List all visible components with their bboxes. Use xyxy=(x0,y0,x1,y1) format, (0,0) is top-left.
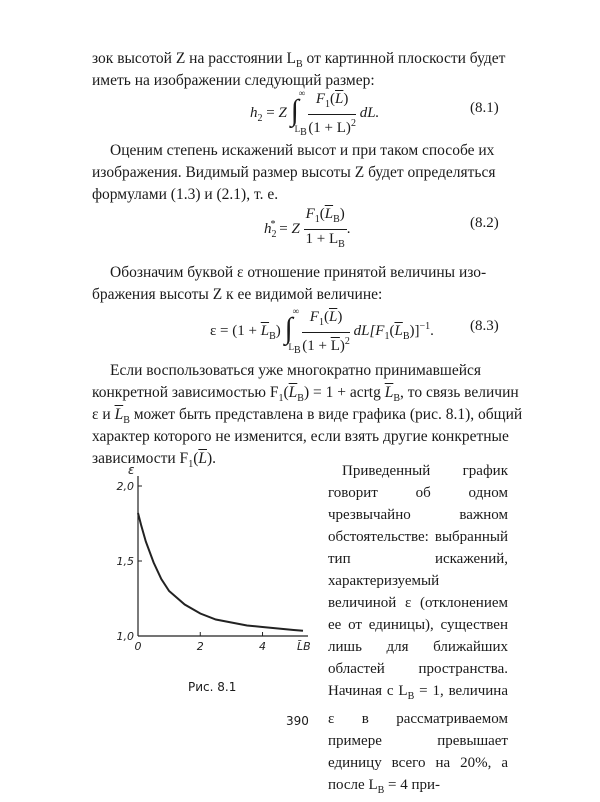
p1-text: зок высотой Z на расстоянии L xyxy=(92,50,296,67)
x-tick-label: 4 xyxy=(259,640,267,653)
paragraph-3-line-1: Обозначим буквой ε отношение принятой величины изо- xyxy=(110,264,487,281)
y-tick-label: 1,5 xyxy=(116,555,134,568)
p4-l2-c: , то связь величин xyxy=(400,384,519,401)
eq2-fraction: $\frac{F_1(\overline{L}_B)}{1 + L_B}$ xyxy=(305,206,345,250)
integral-sign-2: ∫ ∞ $L_B$ xyxy=(284,305,301,356)
figure-caption: Рис. 8.1 xyxy=(188,680,237,694)
equation-number-8-3: (8.3) xyxy=(470,318,499,334)
page-number: 390 xyxy=(286,714,309,728)
paragraph-2-line-3: формулами (1.3) и (2.1), т. е. xyxy=(92,186,279,203)
equation-8-3: $\varepsilon = (1 + \overline{L}_B)$ ∫ ∞ $L_B$ $\frac{F_1(\overline{L})}{(1 + \overline{L})^2}$ $dL[F_1(\overline{L}_B)]^{-1}$. xyxy=(210,305,434,356)
eq1-tail: dL. xyxy=(359,104,380,121)
eq1-lhs: h xyxy=(250,104,258,121)
y-tick-label: 2,0 xyxy=(116,480,134,493)
p4-l5: зависимости F xyxy=(92,450,189,467)
integral-upper: ∞ xyxy=(298,87,305,98)
eq3-tail: dL[F xyxy=(353,322,385,339)
p1-tail: от картинной плоскости будет xyxy=(302,50,506,67)
p1-sub: B xyxy=(296,59,303,71)
side-paragraph: Приведенный график говорит об одном чрезвычайно важном обстоятельстве: выбранный тип искажений, характеризуемый величиной ε (отклонением ее от единицы), существен лишь для ближайших областей пространства. Начиная с $L_B = 1$, величина ε в рассматриваемом примере превышает единицу всего на 20%, а после $L_B = 4$ при- xyxy=(328,463,508,796)
eq1-fraction: $\frac{F_1(\overline{L})}{(1 + L)^2}$ xyxy=(308,91,356,136)
p4-l3-a: ε и xyxy=(92,406,115,423)
equation-8-2: $h_2^* = Z$ $\frac{F_1(\overline{L}_B)}{1 + L_B}$ . xyxy=(264,205,351,254)
equation-number-8-2: (8.2) xyxy=(470,215,499,231)
y-axis-label: ε xyxy=(128,466,135,477)
eq1-z: Z xyxy=(278,104,287,121)
chart-axes xyxy=(138,476,308,636)
eq1-den: (1 + L) xyxy=(308,120,351,136)
paragraph-4-line-2: конкретной зависимостью $F_1(\overline{L}_B) = 1$ + acrtg $\overline{L}_B$, то связь величин xyxy=(92,384,519,405)
eq3-lhs: ε = (1 + xyxy=(210,322,261,339)
eq2-den: 1 + L xyxy=(305,231,339,247)
paragraph-4-line-1: Если воспользоваться уже многократно принимавшейся xyxy=(110,362,482,379)
paragraph-1-line-2: иметь на изображении следующий размер: xyxy=(92,72,375,89)
paragraph-4-line-3: ε и $\overline{L}_B$ может быть представлена в виде графика (рис. 8.1), общий xyxy=(92,406,523,427)
paragraph-2-line-2: изображения. Видимый размер высоты Z будет определяться xyxy=(92,164,496,181)
eq3-fraction: $\frac{F_1(\overline{L})}{(1 + \overline{L})^2}$ xyxy=(302,309,350,354)
chart-series-line xyxy=(138,513,303,631)
side-text-1: Приведенный график говорит об одном чрезвычайно важном обстоятельстве: выбранный тип искажений, характеризуемый величиной ε (отклонением ее от единицы), существен лишь для ближайших областей пространства. Начиная с L xyxy=(328,463,508,699)
figure-8-1-chart xyxy=(108,466,318,666)
x-tick-label: 2 xyxy=(196,640,204,653)
x-tick-label: 0 xyxy=(134,640,142,653)
integral-sign: ∫ ∞ $L_B$ xyxy=(290,87,307,138)
eq2-z: Z xyxy=(291,220,300,237)
chart-labels xyxy=(117,466,311,653)
paragraph-3-line-2: бражения высоты Z к ее видимой величине: xyxy=(92,286,383,303)
eq3-power: −1 xyxy=(419,320,431,332)
y-tick-label: 1,0 xyxy=(116,630,134,643)
p4-l2-a: конкретной зависимостью F xyxy=(92,384,279,401)
eq1-num: F xyxy=(315,91,326,107)
paragraph-4-line-4: характер которого не изменится, если взять другие конкретные xyxy=(92,428,509,445)
equation-8-1: $h_2 = Z$ ∫ ∞ $L_B$ $\frac{F_1(\overline{L})}{(1 + L)^2}$ dL. xyxy=(250,87,380,138)
eq2-num: F xyxy=(305,206,315,222)
equation-number-8-1: (8.1) xyxy=(470,100,499,116)
p4-l3-b: может быть представлена в виде графика (рис. 8.1), общий xyxy=(129,406,523,423)
paragraph-2-line-1: Оценим степень искажений высот и при таком способе их xyxy=(110,142,495,159)
side-text-2: = 1, величина ε в рассматриваемом примере превышает единицу всего на 20%, а после L xyxy=(328,683,508,793)
side-text-3: = 4 при- xyxy=(384,777,441,793)
paragraph-4-line-5: зависимости $F_1(\overline{L})$. xyxy=(92,450,217,471)
p4-l2-b: = 1 + acrtg xyxy=(309,384,381,401)
eq2-lhs: h xyxy=(264,220,272,237)
x-axis-label: L̄B xyxy=(297,640,311,653)
